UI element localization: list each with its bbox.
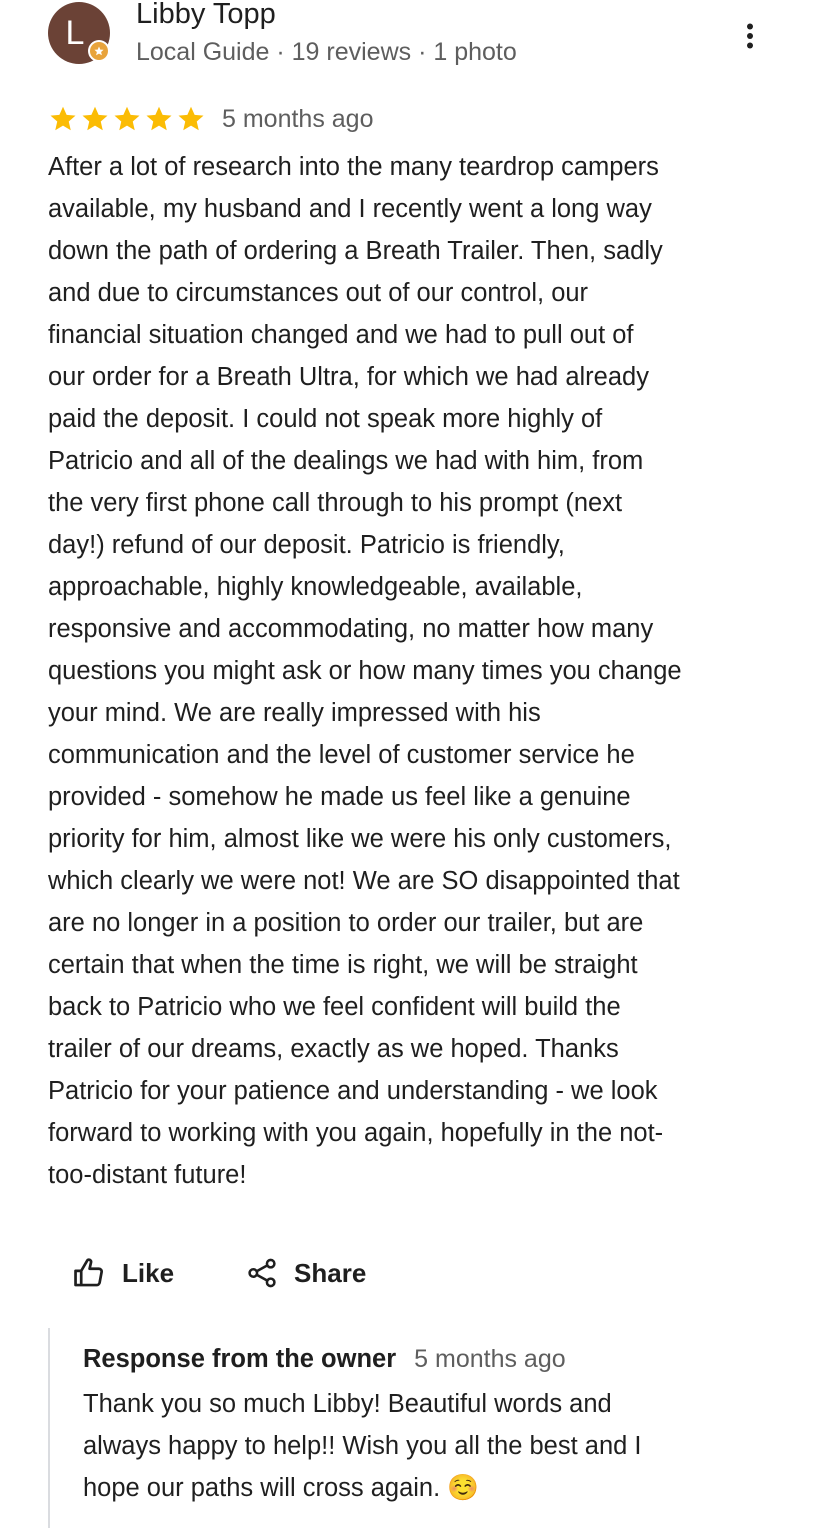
review-text-line: down the path of ordering a Breath Trailer. Then, sadly: [48, 237, 663, 265]
owner-text-line: always happy to help!! Wish you all the best and I: [83, 1432, 642, 1460]
rating-row: [48, 100, 374, 138]
owner-response-title: Response from the owner: [83, 1345, 397, 1373]
star-icon: [112, 104, 142, 134]
review-text-line: Patricio and all of the dealings we had with him, from: [48, 447, 644, 475]
review-date: 5 months ago: [222, 105, 374, 133]
review-text-line: day!) refund of our deposit. Patricio is friendly,: [48, 531, 565, 559]
review-text-line: the very first phone call through to his prompt (next: [48, 489, 623, 517]
reviewer-name[interactable]: Libby Topp: [136, 0, 276, 30]
review-text-line: certain that when the time is right, we will be straight: [48, 951, 638, 979]
review-text-line: communication and the level of customer service he: [48, 741, 635, 769]
review-header: [48, 0, 778, 72]
local-guide-badge-icon: [88, 40, 110, 62]
share-label: Share: [294, 1257, 367, 1288]
reviewer-meta: Local Guide · 19 reviews · 1 photo: [136, 38, 517, 66]
star-icon: [176, 104, 206, 134]
review-text-line: trailer of our dreams, exactly as we hoped. Thanks: [48, 1035, 619, 1063]
share-button[interactable]: [246, 1248, 366, 1298]
like-button[interactable]: [72, 1248, 174, 1298]
review-text-line: which clearly we were not! We are SO disappointed that: [48, 867, 680, 895]
more-vert-icon: [746, 23, 754, 49]
review-text-line: After a lot of research into the many teardrop campers: [48, 153, 659, 181]
review-text-line: priority for him, almost like we were his only customers,: [48, 825, 672, 853]
review-text-line: questions you might ask or how many times you change: [48, 657, 682, 685]
star-icon: [144, 104, 174, 134]
like-label: Like: [122, 1257, 175, 1288]
review-text-line: provided - somehow he made us feel like a genuine: [48, 783, 631, 811]
review-text-line: available, my husband and I recently went a long way: [48, 195, 652, 223]
review-text-line: approachable, highly knowledgeable, available,: [48, 573, 583, 601]
review-text-line: too-distant future!: [48, 1161, 247, 1189]
owner-text-line: Thank you so much Libby! Beautiful words and: [83, 1390, 612, 1418]
share-icon: [246, 1257, 278, 1289]
review-text-line: our order for a Breath Ultra, for which we had already: [48, 363, 649, 391]
star-icon: [48, 104, 78, 134]
star-rating: [48, 104, 206, 134]
owner-response-date: 5 months ago: [414, 1345, 566, 1373]
review-text-line: financial situation changed and we had to pull out of: [48, 321, 634, 349]
review-text-line: and due to circumstances out of our control, our: [48, 279, 589, 307]
review-text: [48, 146, 784, 1196]
more-options-button[interactable]: [736, 14, 764, 58]
star-icon: [80, 104, 110, 134]
review-text-line: back to Patricio who we feel confident will build the: [48, 993, 621, 1021]
review-text-line: your mind. We are really impressed with his: [48, 699, 541, 727]
owner-response-header: [83, 1345, 768, 1383]
owner-response-text: [83, 1383, 768, 1509]
review-text-line: are no longer in a position to order our trailer, but are: [48, 909, 644, 937]
avatar-initial: L: [65, 14, 85, 52]
owner-text-line: hope our paths will cross again. ☺️: [83, 1474, 480, 1502]
owner-response: [48, 1328, 768, 1528]
review-text-line: responsive and accommodating, no matter how many: [48, 615, 654, 643]
review-text-line: paid the deposit. I could not speak more highly of: [48, 405, 603, 433]
review-text-line: forward to working with you again, hopefully in the not-: [48, 1119, 664, 1147]
review-text-line: Patricio for your patience and understanding - we look: [48, 1077, 658, 1105]
thumb-up-icon: [72, 1256, 106, 1290]
review-actions: [72, 1248, 366, 1298]
